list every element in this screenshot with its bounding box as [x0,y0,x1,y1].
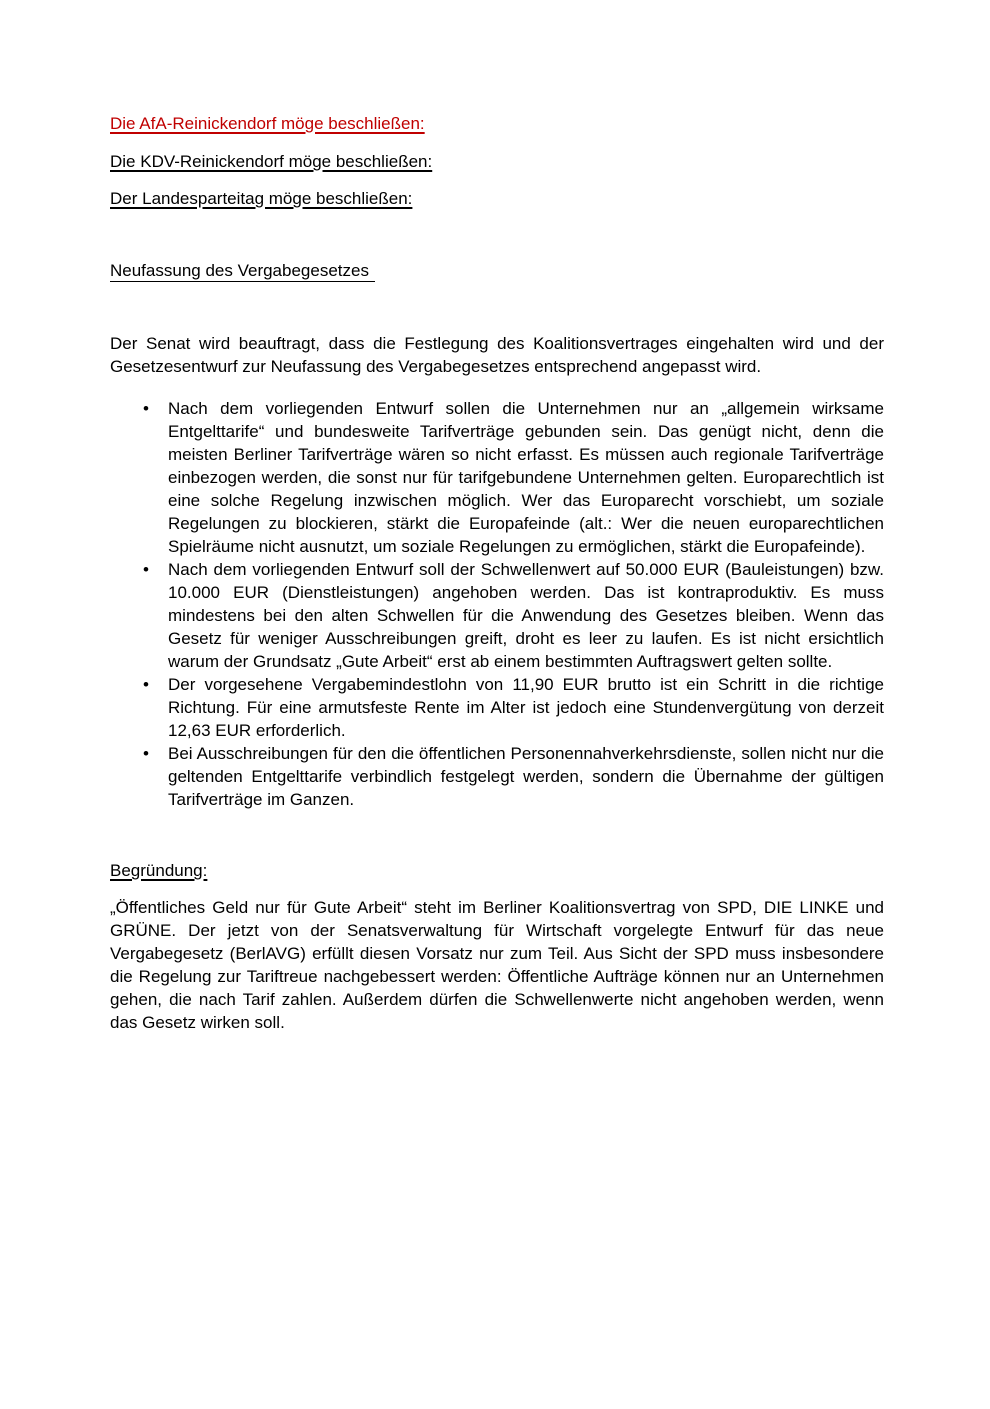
list-item [110,673,884,742]
bullet-icon: • [143,675,149,694]
list-item-text: Der vorgesehene Vergabemindestlohn von 11,90 EUR brutto ist ein Schritt in die richtige Richtung. Für eine armutsfeste Rente im Alter ist jedoch eine Stundenvergütung von derzeit 12,63 EUR erforderlich. [168,675,884,740]
list-item-text: Nach dem vorliegenden Entwurf sollen die Unternehmen nur an „allgemein wirksame Entgelttarife“ und bundesweite Tarifverträge gebunden sein. Das genügt nicht, denn die meisten Berliner Tarifverträge wären so nicht erfasst. Es müssen auch regionale Tarifverträge einbezogen werden, die sonst nur für tarifgebundene Unternehmen gelten. Europarechtlich ist eine solche Regelung inzwischen möglich. Wer das Europarecht vorschiebt, um soziale Regelungen zu blockieren, stärkt die Europafeinde (alt.: Wer die neuen europarechtlichen Spielräume nicht ausnutzt, um soziale Regelungen zu ermöglichen, stärkt die Europafeinde). [168,399,884,556]
bullet-icon: • [143,560,149,579]
document-title [110,259,884,282]
list-item-text: Nach dem vorliegenden Entwurf soll der Schwellenwert auf 50.000 EUR (Bauleistungen) bzw. 10.000 EUR (Dienstleistungen) angehoben werden. Das ist kontraproduktiv. Es muss mindestens bei den alten Schwellen für die Anwendung des Gesetzes bleiben. Wenn das Gesetz für weniger Ausschreibungen greift, droht es leer zu laufen. Es ist nicht ersichtlich warum der Grundsatz „Gute Arbeit“ erst ab einem bestimmten Auftragswert gelten sollte. [168,560,884,671]
intro-paragraph: Der Senat wird beauftragt, dass die Festlegung des Koalitionsvertrages eingehalten wird und der Gesetzesentwurf zur Neufassung des Vergabegesetzes entsprechend angepasst wird. [110,334,884,376]
bullet-icon: • [143,399,149,418]
list-item [110,558,884,673]
bullet-icon: • [143,744,149,763]
heading-kdv-reinickendorf: Die KDV-Reinickendorf möge beschließen: [110,152,433,171]
heading-afa-reinickendorf: Die AfA-Reinickendorf möge beschließen: [110,114,425,133]
heading-begruendung: Begründung: [110,861,208,880]
list-item-text: Bei Ausschreibungen für den die öffentlichen Personennahverkehrsdienste, sollen nicht nur die geltenden Entgelttarife verbindlich festgelegt werden, sondern die Übernahme der gültigen Tarifverträge im Ganzen. [168,744,884,809]
list-item [110,397,884,558]
document-title-text: Neufassung des Vergabegesetzes [110,261,375,282]
heading-landesparteitag: Der Landesparteitag möge beschließen: [110,189,413,208]
list-item [110,742,884,811]
demands-bullet-list [110,397,884,811]
begruendung-paragraph: „Öffentliches Geld nur für Gute Arbeit“ steht im Berliner Koalitionsvertrag von SPD, DIE LINKE und GRÜNE. Der jetzt von der Senatsverwaltung für Wirtschaft vorgelegte Entwurf für das neue Vergabegesetz (BerlAVG) erfüllt diesen Vorsatz nur zum Teil. Aus Sicht der SPD muss insbesondere die Regelung zur Tariftreue nachgebessert werden: Öffentliche Aufträge können nur an Unternehmen gehen, die nach Tarif zahlen. Außerdem dürfen die Schwellenwerte nicht angehoben werden, wenn das Gesetz wirken soll. [110,898,884,1032]
